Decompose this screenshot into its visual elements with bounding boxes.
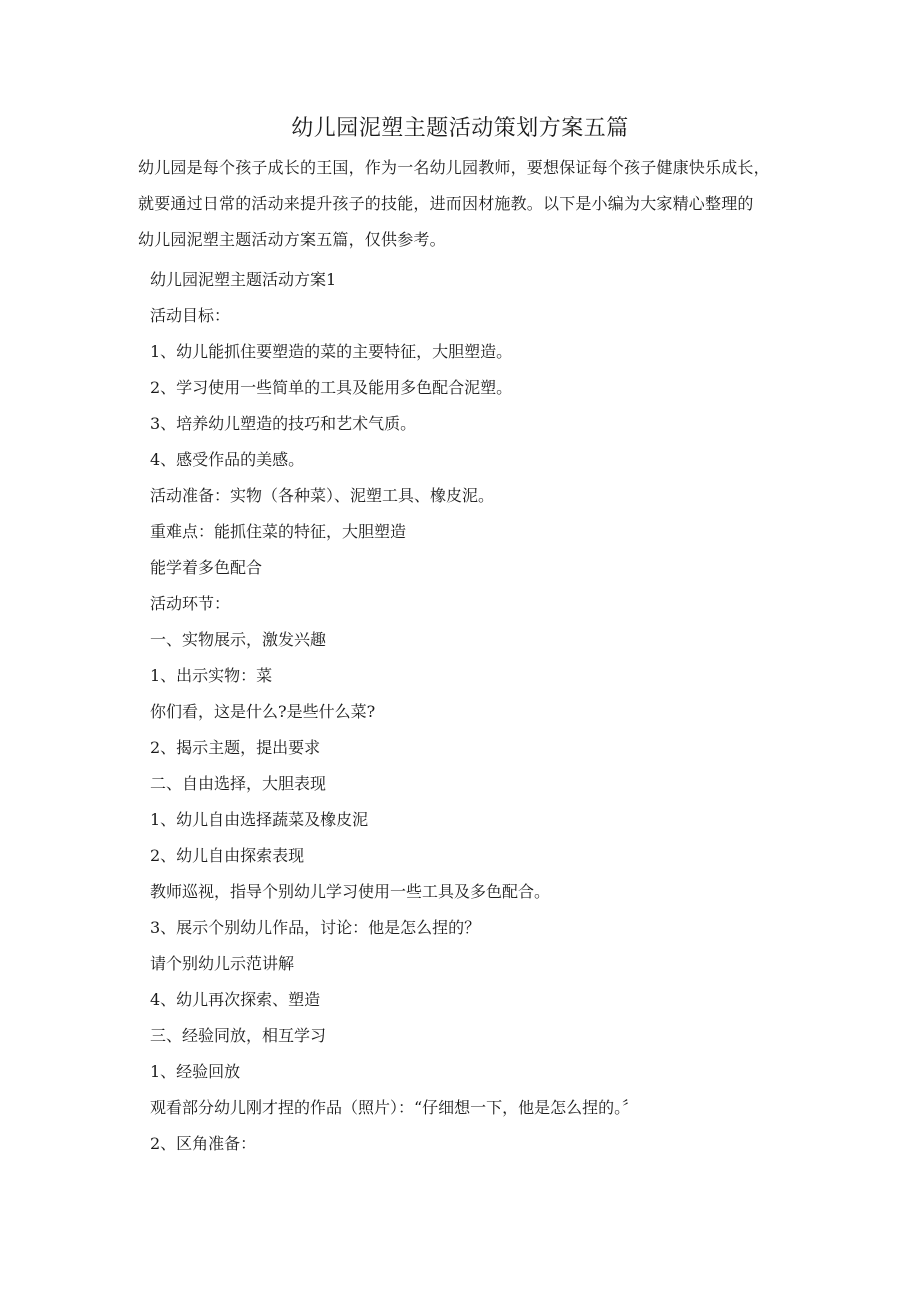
body-line: 2、学习使用一些简单的工具及能用多色配合泥塑。	[150, 378, 513, 397]
body-line: 4、感受作品的美感。	[150, 450, 305, 469]
body-line: 3、培养幼儿塑造的技巧和艺术气质。	[150, 414, 417, 433]
body-line: 二、自由选择，大胆表现	[150, 774, 327, 793]
body-line: 活动目标：	[150, 306, 231, 325]
body-line: 3、展示个别幼儿作品，讨论：他是怎么捏的？	[150, 918, 481, 937]
body-line: 教师巡视，指导个别幼儿学习使用一些工具及多色配合。	[150, 882, 551, 901]
body-line: 能学着多色配合	[150, 558, 263, 577]
body-line: 一、实物展示，激发兴趣	[150, 630, 327, 649]
body-line: 三、经验同放，相互学习	[150, 1026, 327, 1045]
body-line: 4、幼儿再次探索、塑造	[150, 990, 321, 1009]
intro-line: 幼儿园泥塑主题活动方案五篇，仅供参考。	[138, 230, 446, 249]
body-line: 1、幼儿能抓住要塑造的菜的主要特征，大胆塑造。	[150, 342, 513, 361]
body-line: 2、揭示主题，提出要求	[150, 738, 321, 757]
body-line: 请个别幼儿示范讲解	[150, 954, 295, 973]
body-line: 1、幼儿自由选择蔬菜及橡皮泥	[150, 810, 369, 829]
body-line: 2、区角准备：	[150, 1134, 257, 1153]
document-body	[150, 262, 810, 1162]
body-line: 2、幼儿自由探索表现	[150, 846, 305, 865]
body-line: 1、出示实物：菜	[150, 666, 273, 685]
body-line: 观看部分幼儿刚才捏的作品（照片）：“仔细想一下，他是怎么捏的。〞	[150, 1098, 639, 1117]
body-line: 你们看，这是什么?是些什么菜?	[150, 702, 376, 721]
body-line: 1、经验回放	[150, 1062, 241, 1081]
document-title: 幼儿园泥塑主题活动策划方案五篇	[291, 116, 629, 141]
body-line: 活动准备：实物（各种菜）、泥塑工具、橡皮泥。	[150, 486, 495, 505]
intro-line: 幼儿园是每个孩子成长的王国，作为一名幼儿园教师，要想保证每个孩子健康快乐成长，	[138, 158, 770, 177]
body-line: 重难点：能抓住菜的特征，大胆塑造	[150, 522, 407, 541]
section-heading: 幼儿园泥塑主题活动方案1	[150, 270, 337, 289]
intro-paragraph	[138, 150, 798, 258]
intro-line: 就要通过日常的活动来提升孩子的技能，进而因材施教。以下是小编为大家精心整理的	[138, 194, 754, 213]
body-line: 活动环节：	[150, 594, 231, 613]
